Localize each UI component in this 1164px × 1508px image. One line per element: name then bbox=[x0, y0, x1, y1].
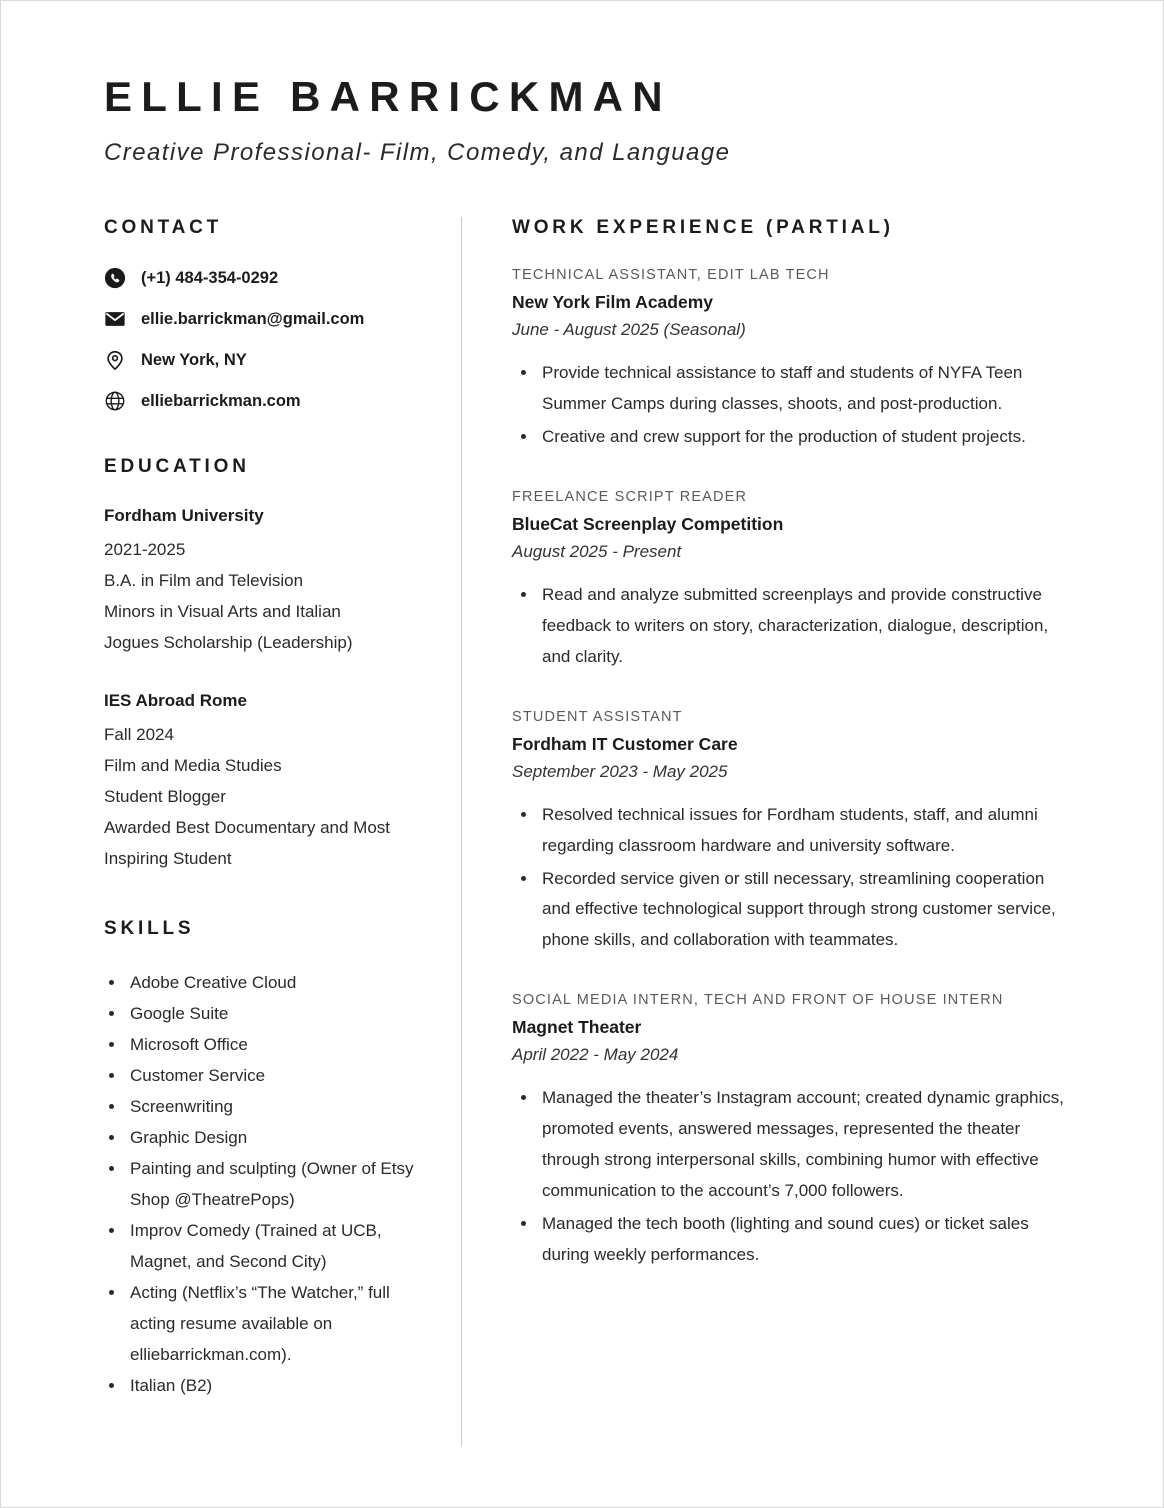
job-bullet: • Managed the theater’s Instagram account; created dynamic graphics, promoted events, answered messages, represented the theater through strong interpersonal skills, combining humor with effective communication to the account’s 7,000 followers. bbox=[538, 1083, 1065, 1207]
education-school: IES Abroad Rome bbox=[104, 690, 247, 710]
contact-email-text: ellie.barrickman@gmail.com bbox=[141, 309, 365, 328]
job-role: FREELANCE SCRIPT READER bbox=[512, 488, 748, 505]
job-role: SOCIAL MEDIA INTERN, TECH AND FRONT OF HOUSE INTERN bbox=[512, 992, 1004, 1009]
job-bullets bbox=[512, 800, 1065, 957]
job-dates: August 2025 - Present bbox=[512, 541, 682, 561]
job-dates: June - August 2025 (Seasonal) bbox=[512, 320, 746, 339]
skill-item: • Screenwriting bbox=[126, 1092, 425, 1123]
skills-section bbox=[104, 918, 425, 1401]
education-entry bbox=[104, 691, 425, 875]
contact-list bbox=[104, 267, 425, 412]
job-bullet: • Read and analyze submitted screenplays and provide constructive feedback to writers on story, characterization, dialogue, description, and clarity. bbox=[538, 580, 1065, 673]
job-dates: April 2022 - May 2024 bbox=[512, 1045, 679, 1065]
left-column bbox=[104, 217, 461, 1446]
skill-item: • Acting (Netflix’s “The Watcher,” full acting resume available on elliebarrickman.com). bbox=[126, 1278, 425, 1371]
education-entry bbox=[104, 506, 425, 659]
education-line: Jogues Scholarship (Leadership) bbox=[104, 632, 353, 652]
contact-section bbox=[104, 217, 425, 412]
job-entry bbox=[512, 267, 1065, 453]
skill-item: • Adobe Creative Cloud bbox=[126, 968, 425, 999]
skill-item: • Italian (B2) bbox=[126, 1371, 425, 1402]
contact-title: CONTACT bbox=[104, 217, 223, 238]
education-school: Fordham University bbox=[104, 506, 264, 525]
job-bullets bbox=[512, 580, 1065, 673]
education-line: Fall 2024 bbox=[104, 724, 174, 744]
job-entry bbox=[512, 709, 1065, 957]
person-tagline: Creative Professional- Film, Comedy, and Language bbox=[104, 139, 731, 166]
skill-item: • Microsoft Office bbox=[126, 1030, 425, 1061]
job-bullets bbox=[512, 1083, 1065, 1271]
contact-item-location bbox=[104, 349, 425, 371]
contact-item-email bbox=[104, 308, 425, 330]
email-icon bbox=[104, 308, 126, 330]
job-bullets bbox=[512, 358, 1065, 453]
skills-title: SKILLS bbox=[104, 918, 195, 940]
job-dates: September 2023 - May 2025 bbox=[512, 761, 728, 781]
job-entry bbox=[512, 489, 1065, 673]
phone-icon bbox=[104, 267, 126, 289]
job-bullet: • Recorded service given or still necessary, streamlining cooperation and effective technological support through strong customer service, phone skills, and collaboration with teammates. bbox=[538, 864, 1065, 957]
location-icon bbox=[104, 349, 126, 371]
education-line: B.A. in Film and Television bbox=[104, 570, 304, 590]
education-line: Film and Media Studies bbox=[104, 755, 282, 775]
education-section bbox=[104, 456, 425, 874]
job-role: TECHNICAL ASSISTANT, EDIT LAB TECH bbox=[512, 267, 830, 283]
globe-icon bbox=[104, 390, 126, 412]
contact-item-phone bbox=[104, 267, 425, 289]
person-name: ELLIE BARRICKMAN bbox=[104, 73, 672, 120]
columns bbox=[104, 217, 1101, 1446]
job-bullet: • Creative and crew support for the production of student projects. bbox=[538, 422, 1065, 453]
education-line: Minors in Visual Arts and Italian bbox=[104, 601, 341, 621]
contact-location-text: New York, NY bbox=[141, 350, 247, 369]
experience-title: WORK EXPERIENCE (PARTIAL) bbox=[512, 217, 894, 238]
job-bullet: • Provide technical assistance to staff and students of NYFA Teen Summer Camps during classes, shoots, and post-production. bbox=[538, 358, 1065, 420]
skill-item: • Painting and sculpting (Owner of Etsy Shop @TheatrePops) bbox=[126, 1154, 425, 1216]
education-line: Awarded Best Documentary and Most Inspiring Student bbox=[104, 817, 390, 868]
job-bullet: • Resolved technical issues for Fordham students, staff, and alumni regarding classroom hardware and university software. bbox=[538, 800, 1065, 862]
education-title: EDUCATION bbox=[104, 456, 250, 477]
job-role: STUDENT ASSISTANT bbox=[512, 708, 683, 725]
contact-website-text: elliebarrickman.com bbox=[141, 391, 301, 410]
contact-phone-text: (+1) 484-354-0292 bbox=[141, 268, 279, 287]
job-entry bbox=[512, 992, 1065, 1271]
job-company: New York Film Academy bbox=[512, 292, 714, 312]
job-bullet: • Managed the tech booth (lighting and sound cues) or ticket sales during weekly performances. bbox=[538, 1209, 1065, 1271]
skill-item: • Graphic Design bbox=[126, 1123, 425, 1154]
education-line: Student Blogger bbox=[104, 786, 226, 806]
job-company: Fordham IT Customer Care bbox=[512, 733, 738, 754]
header bbox=[104, 73, 1101, 167]
right-column bbox=[461, 217, 1101, 1446]
job-company: BlueCat Screenplay Competition bbox=[512, 513, 784, 534]
skill-item: • Customer Service bbox=[126, 1061, 425, 1092]
contact-item-website bbox=[104, 390, 425, 412]
education-line: 2021-2025 bbox=[104, 540, 186, 559]
skill-item: • Google Suite bbox=[126, 999, 425, 1030]
skill-item: • Improv Comedy (Trained at UCB, Magnet, and Second City) bbox=[126, 1216, 425, 1278]
skills-list bbox=[104, 968, 425, 1401]
job-company: Magnet Theater bbox=[512, 1017, 642, 1038]
